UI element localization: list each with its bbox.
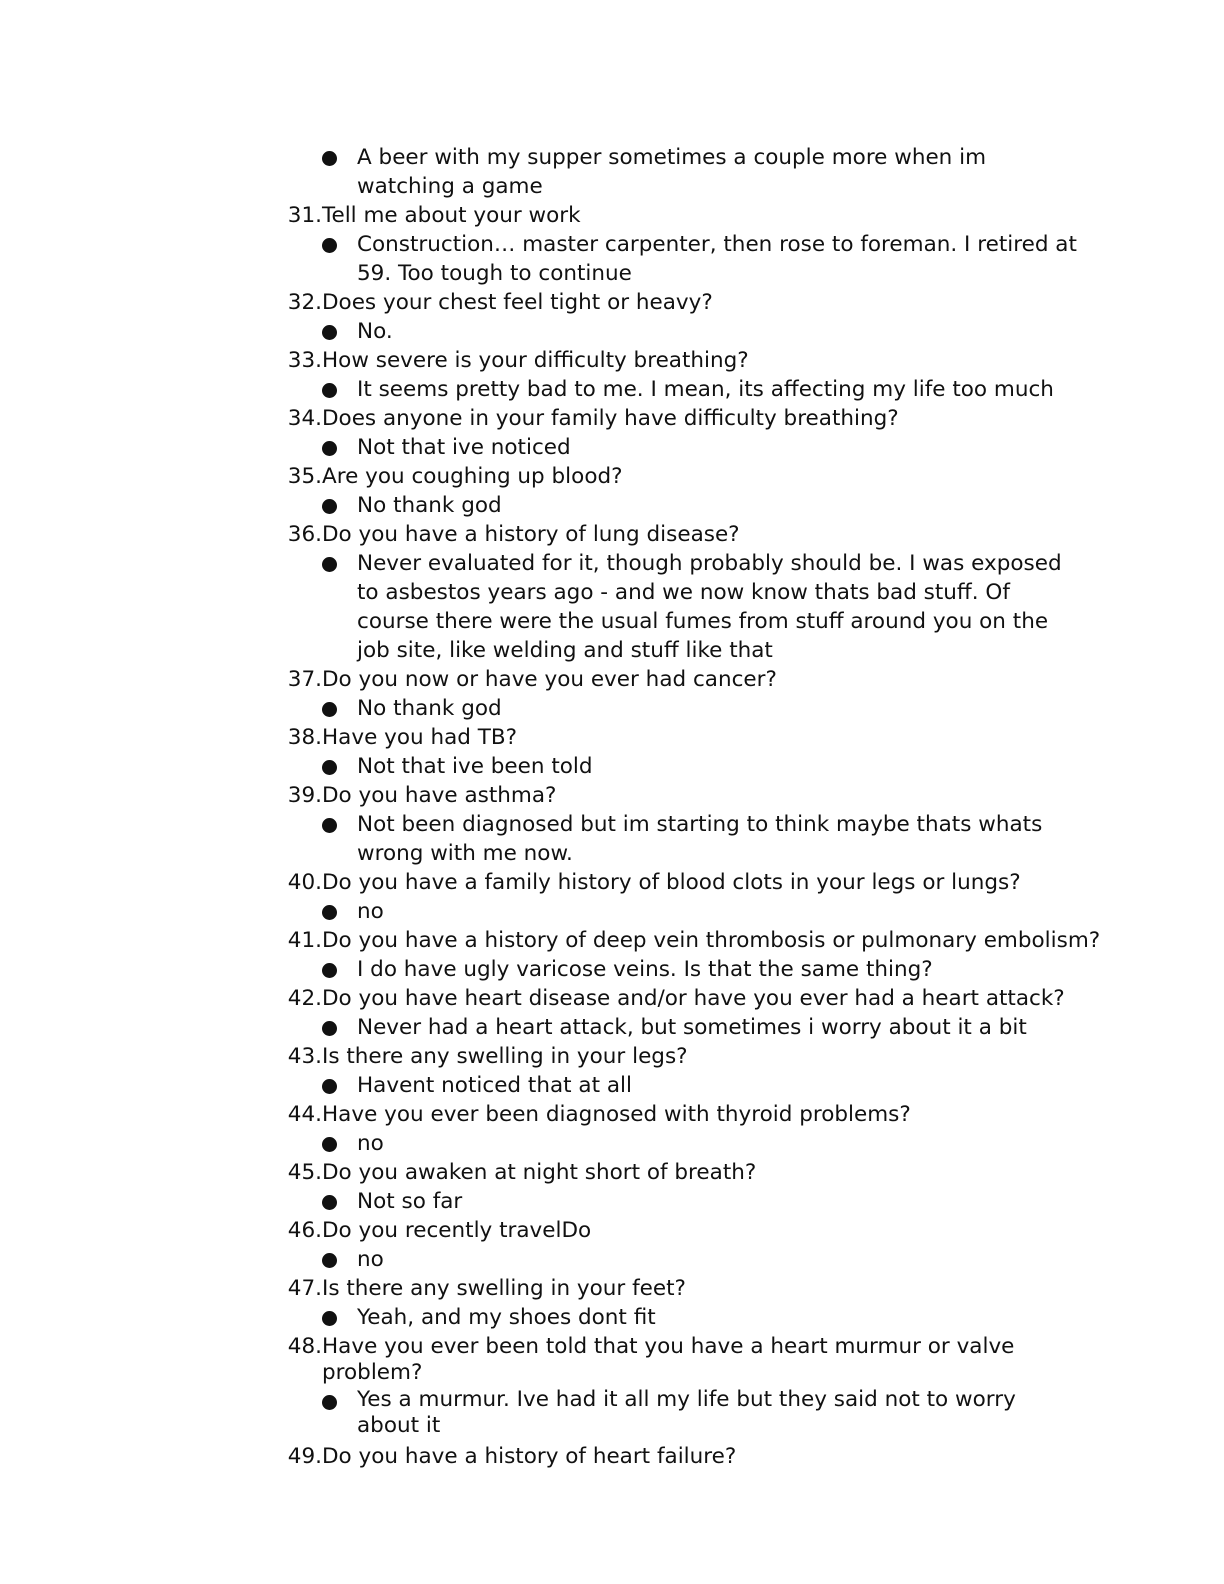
question-number: 47. bbox=[287, 1276, 322, 1301]
question-number: 33. bbox=[287, 348, 322, 373]
question-number: 42. bbox=[287, 986, 322, 1011]
document-page bbox=[0, 143, 1224, 1471]
bullet-icon bbox=[0, 752, 357, 781]
answer-item bbox=[0, 955, 1224, 984]
answer-item bbox=[0, 549, 1224, 665]
answer-item bbox=[0, 317, 1224, 346]
answer-text: It seems pretty bad to me. I mean, its affecting my life too much bbox=[357, 377, 1054, 402]
answer-text: No thank god bbox=[357, 696, 502, 721]
answer-text: No. bbox=[357, 319, 393, 344]
answer-item bbox=[0, 1187, 1224, 1216]
question-number: 36. bbox=[287, 522, 322, 547]
answer-text: A beer with my supper sometimes a couple more when im watching a game bbox=[357, 145, 987, 199]
answer-item bbox=[0, 897, 1224, 926]
bullet-icon bbox=[0, 810, 357, 868]
question-number: 49. bbox=[287, 1444, 322, 1469]
question-item bbox=[0, 984, 1224, 1013]
answer-item bbox=[0, 491, 1224, 520]
question-item bbox=[0, 926, 1224, 955]
bullet-icon bbox=[0, 1129, 357, 1158]
bullet-icon bbox=[0, 897, 357, 926]
question-item bbox=[0, 665, 1224, 694]
answer-item bbox=[0, 1071, 1224, 1100]
bullet-icon bbox=[0, 317, 357, 346]
question-number: 39. bbox=[287, 783, 322, 808]
question-text: Do you have a history of heart failure? bbox=[322, 1444, 737, 1469]
question-number: 38. bbox=[287, 725, 322, 750]
answer-item bbox=[0, 1387, 1224, 1442]
question-text: Does anyone in your family have difficulty breathing? bbox=[322, 406, 899, 431]
question-item bbox=[0, 404, 1224, 433]
answer-item bbox=[0, 143, 1224, 201]
answer-text: no bbox=[357, 1131, 384, 1156]
answer-item bbox=[0, 1245, 1224, 1274]
question-number: 41. bbox=[287, 928, 322, 953]
answer-text: Never had a heart attack, but sometimes i worry about it a bit bbox=[357, 1015, 1027, 1040]
answer-text: Havent noticed that at all bbox=[357, 1073, 632, 1098]
question-number: 46. bbox=[287, 1218, 322, 1243]
answer-item bbox=[0, 810, 1224, 868]
question-item bbox=[0, 520, 1224, 549]
answer-text: Not that ive been told bbox=[357, 754, 593, 779]
answer-text: Yeah, and my shoes dont fit bbox=[357, 1305, 656, 1330]
question-text: Is there any swelling in your feet? bbox=[322, 1276, 686, 1301]
bullet-icon bbox=[0, 375, 357, 404]
question-number: 48. bbox=[287, 1334, 322, 1359]
question-item bbox=[0, 346, 1224, 375]
answer-item bbox=[0, 230, 1224, 288]
answer-item bbox=[0, 375, 1224, 404]
question-number: 43. bbox=[287, 1044, 322, 1069]
bullet-icon bbox=[0, 230, 357, 288]
question-text: Tell me about your work bbox=[322, 203, 581, 228]
bullet-icon bbox=[0, 1071, 357, 1100]
question-text: Do you have a history of lung disease? bbox=[322, 522, 740, 547]
bullet-icon bbox=[0, 1245, 357, 1274]
bullet-icon bbox=[0, 955, 357, 984]
question-text: Is there any swelling in your legs? bbox=[322, 1044, 688, 1069]
answer-text: Not that ive noticed bbox=[357, 435, 571, 460]
answer-item bbox=[0, 1013, 1224, 1042]
answer-item bbox=[0, 1303, 1224, 1332]
answer-item bbox=[0, 694, 1224, 723]
bullet-icon bbox=[0, 1187, 357, 1216]
question-text: Have you had TB? bbox=[322, 725, 518, 750]
question-item bbox=[0, 868, 1224, 897]
question-text: Do you have heart disease and/or have you ever had a heart attack? bbox=[322, 986, 1065, 1011]
question-text: Do you recently travelDo bbox=[322, 1218, 592, 1243]
answer-item bbox=[0, 433, 1224, 462]
question-item bbox=[0, 462, 1224, 491]
question-item bbox=[0, 288, 1224, 317]
answer-text: Not been diagnosed but im starting to think maybe thats whats wrong with me now. bbox=[357, 812, 1043, 866]
question-item bbox=[0, 1042, 1224, 1071]
question-item bbox=[0, 1442, 1224, 1471]
answer-item bbox=[0, 1129, 1224, 1158]
answer-text: Never evaluated for it, though probably should be. I was exposed to asbestos years ago - and we now know thats bad stuff. Of course there were the usual fumes from stuff around you on the job site, like welding and stuff like that bbox=[357, 551, 1062, 663]
question-text: Does your chest feel tight or heavy? bbox=[322, 290, 713, 315]
answer-text: Construction… master carpenter, then rose to foreman. I retired at 59. Too tough to continue bbox=[357, 232, 1077, 286]
bullet-icon bbox=[0, 1387, 357, 1442]
question-number: 32. bbox=[287, 290, 322, 315]
question-text: Have you ever been diagnosed with thyroid problems? bbox=[322, 1102, 911, 1127]
question-text: Do you have a family history of blood clots in your legs or lungs? bbox=[322, 870, 1021, 895]
question-number: 44. bbox=[287, 1102, 322, 1127]
answer-text: Yes a murmur. Ive had it all my life but they said not to worry about it bbox=[357, 1387, 1016, 1438]
question-item bbox=[0, 1332, 1224, 1387]
question-item bbox=[0, 1100, 1224, 1129]
question-text: Do you have asthma? bbox=[322, 783, 557, 808]
question-text: Have you ever been told that you have a heart murmur or valve problem? bbox=[322, 1334, 1015, 1385]
question-item bbox=[0, 1158, 1224, 1187]
bullet-icon bbox=[0, 143, 357, 201]
question-item bbox=[0, 781, 1224, 810]
question-item bbox=[0, 1274, 1224, 1303]
question-text: Do you awaken at night short of breath? bbox=[322, 1160, 757, 1185]
answer-item bbox=[0, 752, 1224, 781]
question-number: 40. bbox=[287, 870, 322, 895]
question-number: 37. bbox=[287, 667, 322, 692]
question-text: Do you have a history of deep vein thrombosis or pulmonary embolism? bbox=[322, 928, 1101, 953]
bullet-icon bbox=[0, 491, 357, 520]
question-number: 35. bbox=[287, 464, 322, 489]
bullet-icon bbox=[0, 1303, 357, 1332]
question-number: 31. bbox=[287, 203, 322, 228]
answer-text: Not so far bbox=[357, 1189, 463, 1214]
question-text: How severe is your difficulty breathing? bbox=[322, 348, 749, 373]
question-item bbox=[0, 201, 1224, 230]
question-number: 45. bbox=[287, 1160, 322, 1185]
answer-text: No thank god bbox=[357, 493, 502, 518]
answer-text: no bbox=[357, 899, 384, 924]
question-text: Do you now or have you ever had cancer? bbox=[322, 667, 777, 692]
question-item bbox=[0, 1216, 1224, 1245]
bullet-icon bbox=[0, 433, 357, 462]
question-text: Are you coughing up blood? bbox=[322, 464, 623, 489]
bullet-icon bbox=[0, 694, 357, 723]
question-number: 34. bbox=[287, 406, 322, 431]
answer-text: no bbox=[357, 1247, 384, 1272]
bullet-icon bbox=[0, 1013, 357, 1042]
answer-text: I do have ugly varicose veins. Is that the same thing? bbox=[357, 957, 933, 982]
bullet-icon bbox=[0, 549, 357, 665]
question-item bbox=[0, 723, 1224, 752]
